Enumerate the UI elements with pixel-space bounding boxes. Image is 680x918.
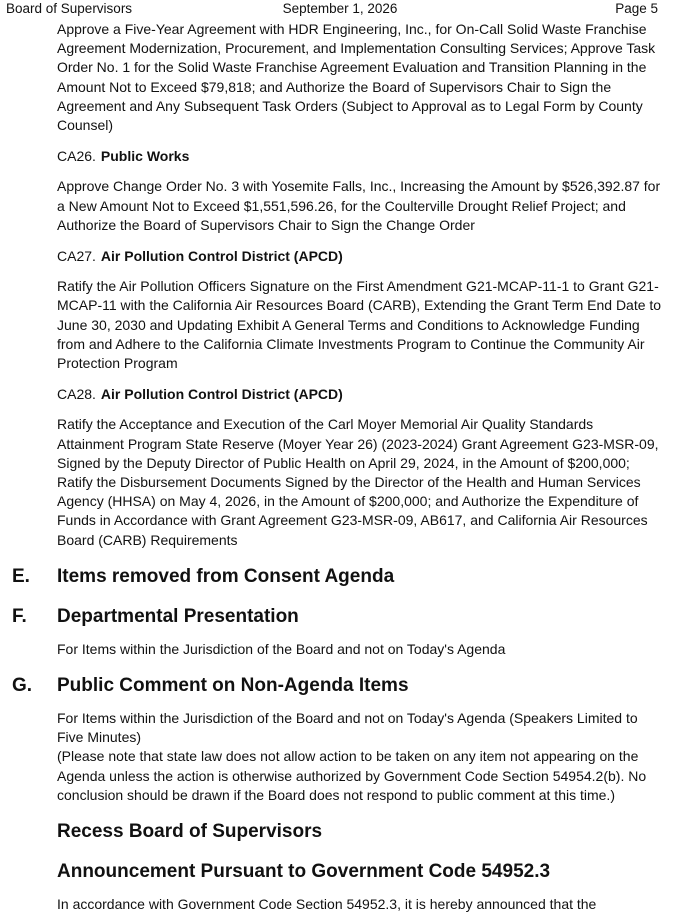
recess-heading: Recess Board of Supervisors bbox=[57, 821, 323, 843]
item-text-ca26: Approve Change Order No. 3 with Yosemite Falls, Inc., Increasing the Amount by $526,392.87 for a New Amount Not to Exceed $1,551,596.26, for the Coulterville Drought Relief Project; and Authorize the Board of Supervisors Chair to Sign the Change Order bbox=[57, 178, 661, 233]
item-heading-ca27 bbox=[57, 247, 663, 266]
section-letter: F. bbox=[12, 605, 27, 627]
item-department: Air Pollution Control District (APCD) bbox=[100, 386, 343, 403]
section-g bbox=[12, 673, 663, 805]
item-number: CA26. bbox=[57, 148, 96, 165]
section-letter: E. bbox=[12, 565, 30, 587]
page-header bbox=[0, 1, 680, 19]
header-date: September 1, 2026 bbox=[282, 1, 398, 16]
item-number: CA27. bbox=[57, 248, 96, 265]
section-letter: G. bbox=[12, 675, 33, 697]
section-title: Departmental Presentation bbox=[57, 605, 299, 627]
section-body: For Items within the Jurisdiction of the Board and not on Today's Agenda bbox=[57, 640, 506, 657]
item-heading-ca28 bbox=[57, 385, 663, 404]
item-heading-ca26 bbox=[57, 147, 663, 166]
section-body: For Items within the Jurisdiction of the Board and not on Today's Agenda (Speakers Limited to Five Minutes) bbox=[57, 710, 638, 746]
header-page-number: Page 5 bbox=[615, 1, 658, 16]
item-number: CA28. bbox=[57, 386, 96, 403]
header-board-name: Board of Supervisors bbox=[6, 1, 133, 16]
announcement-text: In accordance with Government Code Section 54952.3, it is hereby announced that the bbox=[57, 896, 597, 913]
item-department: Public Works bbox=[100, 148, 190, 165]
continued-item-text: Approve a Five-Year Agreement with HDR Engineering, Inc., for On-Call Solid Waste Franchise Agreement Modernization, Procurement, and Implementation Consulting Services; Approve Task Order No. 1 for the Solid Waste Franchise Agreement Evaluation and Transition Planning in the Amount Not to Exceed $79,818; and Authorize the Board of Supervisors Chair to Sign the Agreement and Any Subsequent Task Orders (Subject to Approval as to Legal Form by County Counsel) bbox=[57, 21, 656, 134]
announcement-heading: Announcement Pursuant to Government Code 54952.3 bbox=[57, 861, 551, 883]
item-text-ca27: Ratify the Air Pollution Officers Signature on the First Amendment G21-MCAP-11-1 to Grant G21-MCAP-11 with the California Air Resources Board (CARB), Extending the Grant Term End Date to June 30, 2030 and Updating Exhibit A General Terms and Conditions to Acknowledge Funding from and Adhere to the California Climate Investments Program to Continue the Community Air Protection Program bbox=[57, 278, 662, 372]
item-text-ca28: Ratify the Acceptance and Execution of the Carl Moyer Memorial Air Quality Standards Attainment Program State Reserve (Moyer Year 26) (2023-2024) Grant Agreement G23-MSR-09, Signed by the Deputy Director of Public Health on April 29, 2024, in the Amount of $200,000; Ratify the Disbursement Documents Signed by the Director of the Health and Human Services Agency (HHSA) on May 4, 2026, in the Amount of $200,000; and Authorize the Expenditure of Funds in Accordance with Grant Agreement G23-MSR-09, AB617, and California Air Resources Board (CARB) Requirements bbox=[57, 416, 659, 548]
section-title: Public Comment on Non-Agenda Items bbox=[57, 675, 409, 697]
section-e bbox=[12, 564, 663, 590]
agenda-content bbox=[12, 20, 663, 914]
section-f bbox=[12, 604, 663, 659]
section-title: Items removed from Consent Agenda bbox=[57, 565, 395, 587]
item-department: Air Pollution Control District (APCD) bbox=[100, 248, 343, 265]
section-note: (Please note that state law does not allow action to be taken on any item not appearing on the Agenda unless the action is otherwise authorized by Government Code Section 54954.2(b). No conclusion should be drawn if the Board does not respond to public comment at this time.) bbox=[57, 748, 647, 803]
